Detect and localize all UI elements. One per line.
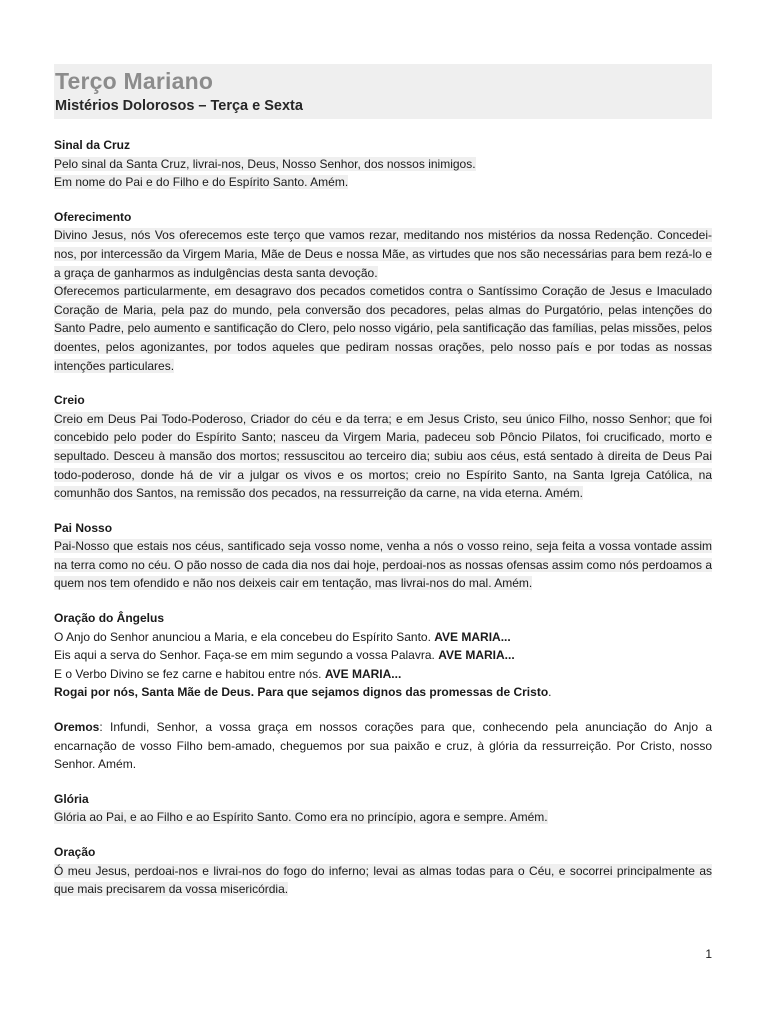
- heading-oracao: Oração: [54, 845, 96, 859]
- page-subtitle: Mistérios Dolorosos – Terça e Sexta: [55, 98, 303, 114]
- section-oferecimento: [54, 208, 712, 375]
- section-angelus: [54, 609, 712, 702]
- gloria-text: Glória ao Pai, e ao Filho e ao Espírito Santo. Como era no princípio, agora e sempre. Amém.: [54, 810, 548, 825]
- section-gloria: [54, 790, 712, 827]
- oferecimento-para-1: Divino Jesus, nós Vos oferecemos este terço que vamos rezar, meditando nos mistérios da nossa Redenção. Concedei-nos, por intercessão da Virgem Maria, Mãe de Deus e nossa Mãe, as virtudes que nos são necessárias para bem rezá-lo e a graça de ganharmos as indulgências desta santa devoção.: [54, 228, 712, 280]
- section-pai-nosso: [54, 519, 712, 593]
- sinal-line-2: Em nome do Pai e do Filho e do Espírito Santo. Amém.: [54, 175, 349, 190]
- document-page: [54, 64, 712, 899]
- page-number: 1: [705, 947, 712, 961]
- angelus-response-2: AVE MARIA...: [438, 648, 515, 663]
- oremos-text: : Infundi, Senhor, a vossa graça em nossos corações para que, conhecendo pela anunciação do Anjo a encarnação de vosso Filho bem-amado, cheguemos por sua paixão e cruz, à glória da ressurreição. Por Cristo, nosso Senhor. Amém.: [54, 720, 712, 772]
- angelus-response-3: AVE MARIA...: [324, 666, 402, 681]
- section-creio: [54, 391, 712, 503]
- heading-pai-nosso: Pai Nosso: [54, 520, 113, 535]
- heading-oferecimento: Oferecimento: [54, 209, 132, 224]
- section-sinal-da-cruz: [54, 136, 712, 192]
- oremos-label: Oremos: [54, 720, 100, 735]
- angelus-line-3: E o Verbo Divino se fez carne e habitou entre nós.: [54, 666, 322, 681]
- angelus-closing-end: .: [548, 685, 552, 700]
- oracao-text: Ó meu Jesus, perdoai-nos e livrai-nos do fogo do inferno; levai as almas todas para o Céu, e socorrei principalmente as que mais precisarem da vossa misericórdia.: [54, 863, 712, 897]
- sinal-line-1: Pelo sinal da Santa Cruz, livrai-nos, Deus, Nosso Senhor, dos nossos inimigos.: [54, 156, 476, 171]
- angelus-response-1: AVE MARIA...: [434, 629, 511, 644]
- heading-gloria: Glória: [54, 791, 89, 806]
- section-oracao: [54, 843, 712, 899]
- pai-nosso-text: Pai-Nosso que estais nos céus, santificado seja vosso nome, venha a nós o vosso reino, seja feita a vossa vontade assim na terra como no céu. O pão nosso de cada dia nos dai hoje, perdoai-nos as nossas ofensas assim como nós perdoamos a quem nos tem ofendido e não nos deixeis cair em tentação, mas livrai-nos do mal. Amém.: [54, 539, 712, 591]
- heading-angelus: Oração do Ângelus: [54, 611, 165, 626]
- heading-sinal-da-cruz: Sinal da Cruz: [54, 138, 131, 152]
- angelus-line-2: Eis aqui a serva do Senhor. Faça-se em mim segundo a vossa Palavra.: [54, 648, 435, 663]
- oferecimento-para-2: Oferecemos particularmente, em desagravo dos pecados cometidos contra o Santíssimo Coração de Jesus e Imaculado Coração de Maria, pela paz do mundo, pela conversão dos pecadores, pelas almas do Purgatório, pelas intenções do Santo Padre, pelo aumento e santificação do Clero, pelo nosso vigário, pela santificação das famílias, pelas missões, pelos doentes, pelos agonizantes, por todos aqueles que pediram nossas orações, pelo nosso país e por todas as nossas intenções particulares.: [54, 284, 712, 373]
- title-block: [54, 64, 712, 119]
- heading-creio: Creio: [54, 393, 85, 408]
- section-oremos: [54, 718, 712, 774]
- angelus-closing: Rogai por nós, Santa Mãe de Deus. Para que sejamos dignos das promessas de Cristo: [54, 685, 549, 700]
- angelus-line-1: O Anjo do Senhor anunciou a Maria, e ela concebeu do Espírito Santo.: [54, 629, 431, 644]
- page-title: Terço Mariano: [55, 68, 214, 94]
- creio-text: Creio em Deus Pai Todo-Poderoso, Criador do céu e da terra; e em Jesus Cristo, seu único Filho, nosso Senhor; que foi concebido pelo poder do Espírito Santo; nasceu da Virgem Maria, padeceu sob Pôncio Pilatos, foi crucificado, morto e sepultado. Desceu à mansão dos mortos; ressuscitou ao terceiro dia; subiu aos céus, está sentado à direita de Deus Pai todo-poderoso, donde há de vir a julgar os vivos e os mortos; creio no Espírito Santo, na Santa Igreja Católica, na comunhão dos Santos, na remissão dos pecados, na ressurreição da carne, na vida eterna. Amém.: [54, 411, 712, 501]
